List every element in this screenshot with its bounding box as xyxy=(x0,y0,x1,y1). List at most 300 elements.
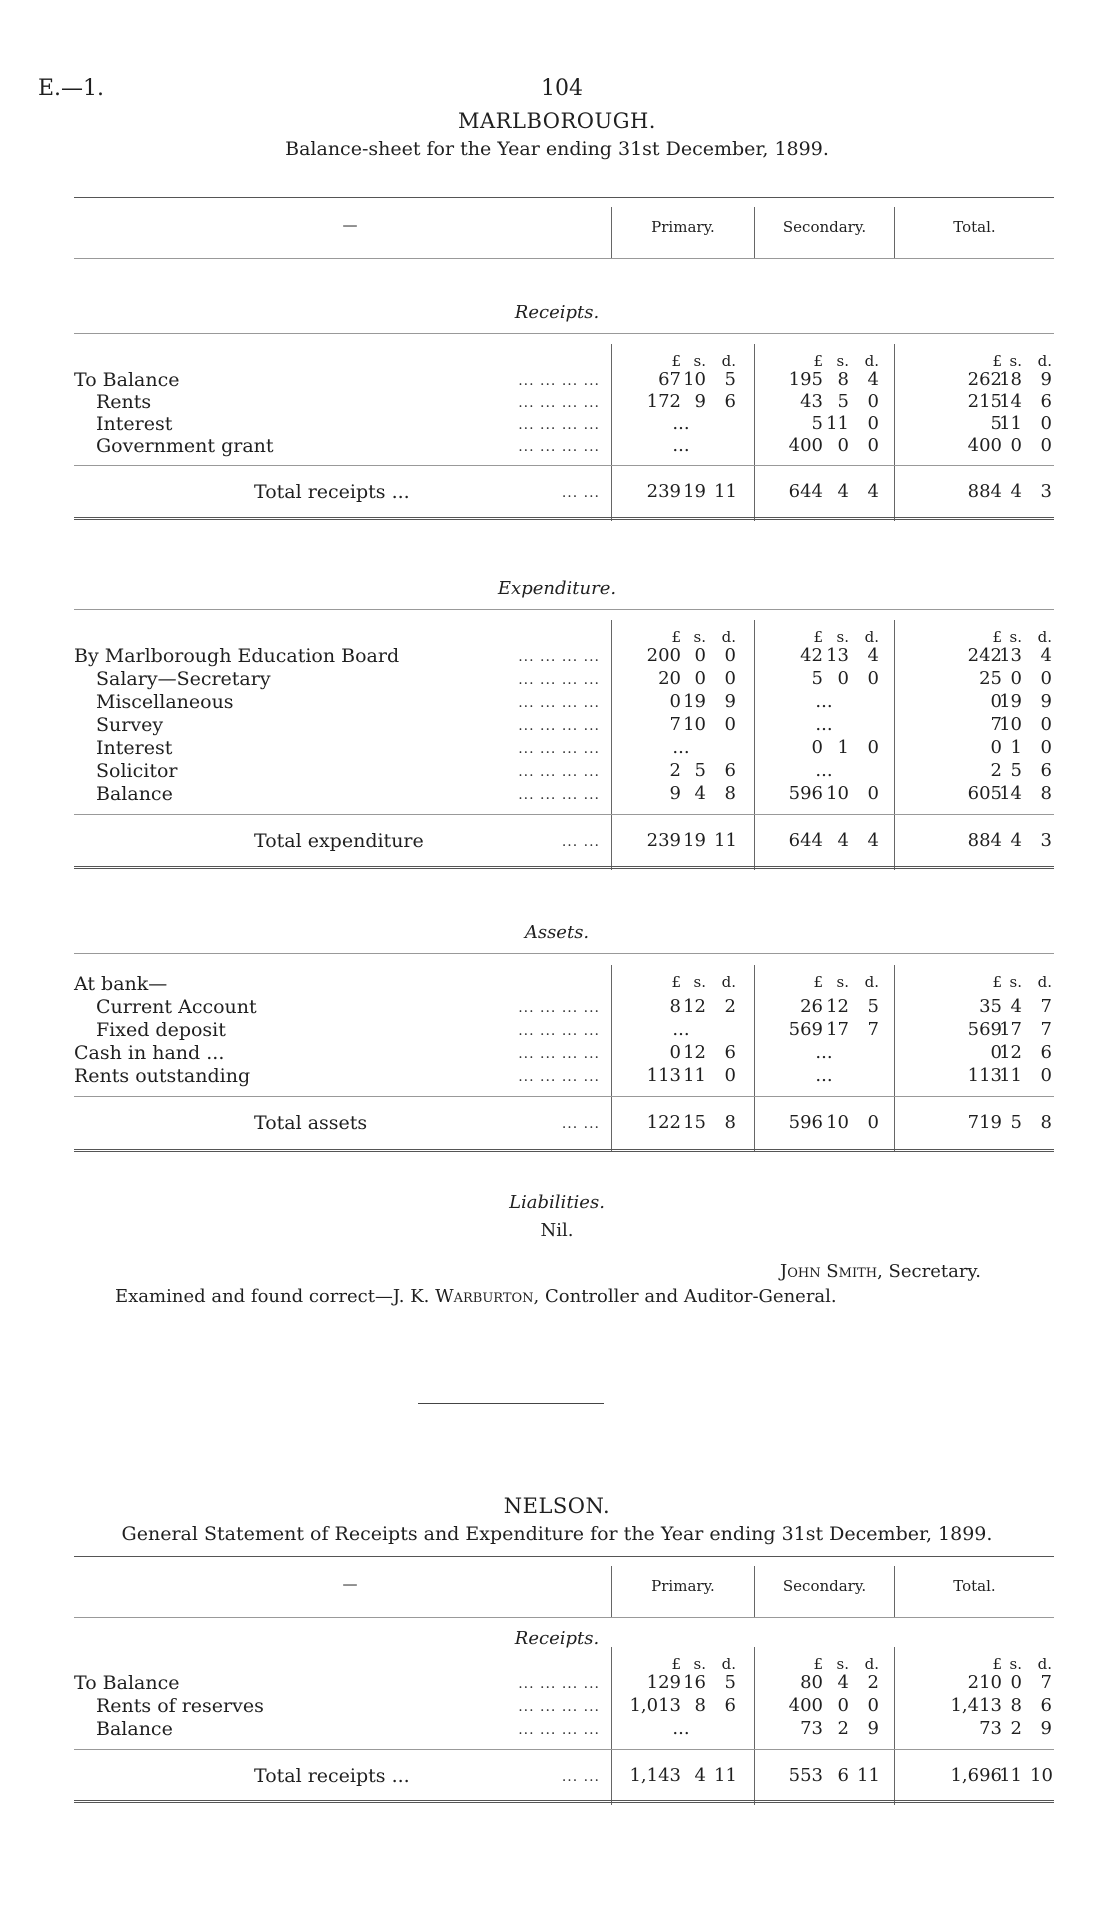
row-total-pounds: 0 xyxy=(990,737,1002,758)
row-secondary-pence: 0 xyxy=(867,435,879,456)
row-primary-pounds: 200 xyxy=(646,645,681,666)
row-secondary-shillings: 1 xyxy=(837,737,849,758)
row-total-pence: 0 xyxy=(1040,413,1052,434)
row-secondary-shillings: 8 xyxy=(837,369,849,390)
total-secondary-pence: 0 xyxy=(867,1112,879,1133)
row-primary-pence: 5 xyxy=(724,1672,736,1693)
header-bottom-rule xyxy=(74,1617,1054,1618)
leader-dots: ... ... ... ... xyxy=(518,1699,600,1715)
leader-dots: ... ... xyxy=(561,485,600,501)
unit-pence: d. xyxy=(1037,1655,1052,1673)
table-rule xyxy=(74,814,1054,815)
row-total-pounds: 400 xyxy=(967,435,1002,456)
total-total-shillings: 4 xyxy=(1010,481,1022,502)
row-label: Salary—Secretary xyxy=(96,668,271,690)
row-total-pence: 7 xyxy=(1040,996,1052,1017)
leader-dots: ... ... xyxy=(561,834,600,850)
examined-prefix: Examined and found correct—J. K. xyxy=(115,1286,436,1307)
row-total-pounds: 569 xyxy=(967,1019,1002,1040)
table-rule xyxy=(74,517,1054,520)
row-secondary-pounds: 596 xyxy=(788,783,823,804)
row-total-shillings: 11 xyxy=(999,413,1022,434)
leader-dots: ... ... ... ... xyxy=(518,373,600,389)
total-label: Total expenditure xyxy=(254,830,424,852)
row-total-pounds: 0 xyxy=(990,691,1002,712)
row-primary-pounds: 1,013 xyxy=(629,1695,681,1716)
row-primary-shillings: 11 xyxy=(683,1065,706,1086)
row-total-pounds: 73 xyxy=(979,1718,1002,1739)
row-total-pounds: 113 xyxy=(967,1065,1002,1086)
examined-note xyxy=(115,1286,837,1307)
row-primary-pounds: 129 xyxy=(646,1672,681,1693)
unit-pounds: £ xyxy=(671,628,681,646)
row-secondary-pence: 0 xyxy=(867,413,879,434)
row-primary-value: ... xyxy=(672,1718,690,1739)
row-primary-pence: 6 xyxy=(724,760,736,781)
row-secondary-pence: 4 xyxy=(867,369,879,390)
row-total-pence: 6 xyxy=(1040,760,1052,781)
row-total-pence: 0 xyxy=(1040,1065,1052,1086)
row-total-pence: 6 xyxy=(1040,1695,1052,1716)
row-secondary-shillings: 13 xyxy=(826,645,849,666)
row-primary-pounds: 8 xyxy=(669,996,681,1017)
marlborough-top-rule xyxy=(74,197,1054,198)
row-label: Cash in hand ... xyxy=(74,1042,225,1064)
row-label: Rents of reserves xyxy=(96,1695,264,1717)
row-secondary-pounds: 195 xyxy=(788,369,823,390)
row-label: Survey xyxy=(96,714,164,736)
unit-shillings: s. xyxy=(836,973,849,991)
row-total-shillings: 0 xyxy=(1010,668,1022,689)
row-total-pounds: 0 xyxy=(990,1042,1002,1063)
row-total-pence: 6 xyxy=(1040,391,1052,412)
examined-name: Warburton xyxy=(435,1286,534,1307)
assets-heading: Assets. xyxy=(524,922,590,943)
page-ref: E.—1. xyxy=(38,76,105,101)
row-total-shillings: 8 xyxy=(1010,1695,1022,1716)
table-rule xyxy=(74,1149,1054,1152)
row-total-pounds: 25 xyxy=(979,668,1002,689)
row-secondary-pence: 4 xyxy=(867,645,879,666)
total-total-pounds: 884 xyxy=(967,830,1002,851)
unit-shillings: s. xyxy=(1009,973,1022,991)
row-total-shillings: 13 xyxy=(999,645,1022,666)
total-total-shillings: 11 xyxy=(999,1765,1022,1786)
section-rule xyxy=(74,609,1054,610)
divider xyxy=(754,1647,755,1805)
row-total-shillings: 4 xyxy=(1010,996,1022,1017)
row-primary-shillings: 16 xyxy=(683,1672,706,1693)
row-primary-pence: 0 xyxy=(724,714,736,735)
row-total-pounds: 215 xyxy=(967,391,1002,412)
row-primary-shillings: 12 xyxy=(683,1042,706,1063)
unit-pence: d. xyxy=(864,352,879,370)
col-secondary: Secondary. xyxy=(782,1577,867,1595)
leader-dots: ... ... ... ... xyxy=(518,1023,600,1039)
row-primary-pence: 9 xyxy=(724,691,736,712)
row-total-pence: 7 xyxy=(1040,1019,1052,1040)
leader-dots: ... ... ... ... xyxy=(518,1676,600,1692)
row-total-pence: 8 xyxy=(1040,783,1052,804)
row-label: Rents outstanding xyxy=(74,1065,251,1087)
row-secondary-value: ... xyxy=(815,1065,833,1086)
row-secondary-shillings: 11 xyxy=(826,413,849,434)
divider xyxy=(611,344,612,521)
unit-shillings: s. xyxy=(836,628,849,646)
row-secondary-pounds: 26 xyxy=(800,996,823,1017)
section-rule xyxy=(74,953,1054,954)
row-primary-shillings: 0 xyxy=(694,645,706,666)
divider xyxy=(611,1647,612,1805)
leader-dots: ... ... ... ... xyxy=(518,1069,600,1085)
section-rule xyxy=(74,333,1054,334)
row-primary-pounds: 9 xyxy=(669,783,681,804)
unit-pence: d. xyxy=(721,352,736,370)
leader-dots: ... ... ... ... xyxy=(518,649,600,665)
unit-pence: d. xyxy=(1037,352,1052,370)
unit-pounds: £ xyxy=(671,352,681,370)
signature-role: , Secretary. xyxy=(877,1261,981,1282)
row-total-shillings: 19 xyxy=(999,691,1022,712)
row-secondary-pence: 0 xyxy=(867,391,879,412)
leader-dots: ... ... ... ... xyxy=(518,1046,600,1062)
marlborough-subtitle: Balance-sheet for the Year ending 31st December, 1899. xyxy=(285,138,829,160)
row-primary-shillings: 4 xyxy=(694,783,706,804)
row-secondary-shillings: 0 xyxy=(837,668,849,689)
row-secondary-pence: 0 xyxy=(867,668,879,689)
page-number: 104 xyxy=(541,76,583,101)
row-secondary-pence: 0 xyxy=(867,737,879,758)
leader-dots: ... ... ... ... xyxy=(518,1722,600,1738)
table-rule xyxy=(74,465,1054,466)
row-label: Solicitor xyxy=(96,760,178,782)
row-secondary-pounds: 400 xyxy=(788,1695,823,1716)
row-secondary-pounds: 5 xyxy=(811,668,823,689)
table-rule xyxy=(74,1096,1054,1097)
row-total-shillings: 14 xyxy=(999,783,1022,804)
total-secondary-pounds: 644 xyxy=(788,481,823,502)
total-secondary-shillings: 4 xyxy=(837,481,849,502)
row-primary-shillings: 9 xyxy=(694,391,706,412)
unit-pounds: £ xyxy=(671,1655,681,1673)
total-primary-shillings: 19 xyxy=(683,830,706,851)
row-total-shillings: 5 xyxy=(1010,760,1022,781)
row-secondary-pounds: 400 xyxy=(788,435,823,456)
row-label: At bank— xyxy=(74,973,168,995)
total-secondary-pence: 4 xyxy=(867,830,879,851)
total-total-pounds: 719 xyxy=(967,1112,1002,1133)
leader-dots: ... ... ... ... xyxy=(518,695,600,711)
row-total-shillings: 18 xyxy=(999,369,1022,390)
total-primary-pence: 8 xyxy=(724,1112,736,1133)
row-total-pence: 0 xyxy=(1040,714,1052,735)
unit-pounds: £ xyxy=(992,973,1002,991)
unit-pounds: £ xyxy=(992,1655,1002,1673)
row-primary-pounds: 113 xyxy=(646,1065,681,1086)
total-total-shillings: 4 xyxy=(1010,830,1022,851)
total-total-shillings: 5 xyxy=(1010,1112,1022,1133)
col-total: Total. xyxy=(953,1577,996,1595)
row-total-pence: 4 xyxy=(1040,645,1052,666)
row-total-shillings: 1 xyxy=(1010,737,1022,758)
divider xyxy=(611,965,612,1152)
row-label: To Balance xyxy=(74,1672,180,1694)
unit-pounds: £ xyxy=(992,628,1002,646)
nelson-subtitle: General Statement of Receipts and Expenditure for the Year ending 31st December, 1899. xyxy=(121,1523,993,1545)
unit-pence: d. xyxy=(1037,628,1052,646)
liabilities-value: Nil. xyxy=(540,1220,574,1241)
row-total-pence: 9 xyxy=(1040,1718,1052,1739)
row-secondary-pence: 9 xyxy=(867,1718,879,1739)
row-secondary-shillings: 0 xyxy=(837,1695,849,1716)
row-secondary-shillings: 2 xyxy=(837,1718,849,1739)
leader-dots: ... ... ... ... xyxy=(518,1000,600,1016)
receipts-heading: Receipts. xyxy=(514,302,600,323)
nelson-receipts-heading: Receipts. xyxy=(514,1628,600,1649)
leader-dots: ... ... ... ... xyxy=(518,787,600,803)
row-primary-pounds: 2 xyxy=(669,760,681,781)
row-total-pence: 7 xyxy=(1040,1672,1052,1693)
row-total-pence: 0 xyxy=(1040,737,1052,758)
row-primary-pounds: 0 xyxy=(669,1042,681,1063)
total-total-pence: 8 xyxy=(1040,1112,1052,1133)
total-total-pounds: 884 xyxy=(967,481,1002,502)
divider xyxy=(894,965,895,1152)
total-label: Total assets xyxy=(254,1112,368,1134)
row-secondary-pence: 7 xyxy=(867,1019,879,1040)
row-primary-pence: 0 xyxy=(724,645,736,666)
row-primary-value: ... xyxy=(672,413,690,434)
row-primary-pounds: 67 xyxy=(658,369,681,390)
row-primary-pence: 8 xyxy=(724,783,736,804)
total-primary-pounds: 122 xyxy=(646,1112,681,1133)
leader-dots: ... ... ... ... xyxy=(518,395,600,411)
unit-shillings: s. xyxy=(693,1655,706,1673)
row-primary-pounds: 0 xyxy=(669,691,681,712)
leader-dots: ... ... ... ... xyxy=(518,672,600,688)
nelson-top-rule xyxy=(74,1556,1054,1557)
row-total-shillings: 2 xyxy=(1010,1718,1022,1739)
row-label: Government grant xyxy=(96,435,274,457)
row-secondary-shillings: 17 xyxy=(826,1019,849,1040)
row-primary-pounds: 20 xyxy=(658,668,681,689)
signature-name: John Smith xyxy=(780,1261,878,1282)
row-label: Interest xyxy=(96,413,173,435)
total-primary-pence: 11 xyxy=(714,1765,737,1786)
unit-shillings: s. xyxy=(693,973,706,991)
unit-shillings: s. xyxy=(1009,628,1022,646)
row-primary-pounds: 172 xyxy=(646,391,681,412)
col-secondary: Secondary. xyxy=(782,218,867,236)
unit-pence: d. xyxy=(864,628,879,646)
total-label: Total receipts ... xyxy=(254,481,410,503)
unit-shillings: s. xyxy=(836,352,849,370)
unit-shillings: s. xyxy=(693,628,706,646)
total-primary-pence: 11 xyxy=(714,481,737,502)
unit-pounds: £ xyxy=(813,352,823,370)
row-label: Balance xyxy=(96,1718,173,1740)
total-secondary-pounds: 553 xyxy=(788,1765,823,1786)
unit-pence: d. xyxy=(721,628,736,646)
row-total-shillings: 0 xyxy=(1010,435,1022,456)
total-primary-shillings: 19 xyxy=(683,481,706,502)
row-total-pence: 0 xyxy=(1040,668,1052,689)
row-primary-shillings: 0 xyxy=(694,668,706,689)
row-label: Fixed deposit xyxy=(96,1019,226,1041)
unit-pence: d. xyxy=(721,973,736,991)
row-total-shillings: 17 xyxy=(999,1019,1022,1040)
row-secondary-pounds: 5 xyxy=(811,413,823,434)
leader-dots: ... ... ... ... xyxy=(518,764,600,780)
divider xyxy=(611,620,612,870)
row-total-pence: 6 xyxy=(1040,1042,1052,1063)
total-primary-pence: 11 xyxy=(714,830,737,851)
row-total-pounds: 2 xyxy=(990,760,1002,781)
row-total-shillings: 10 xyxy=(999,714,1022,735)
total-total-pence: 3 xyxy=(1040,481,1052,502)
total-secondary-pounds: 596 xyxy=(788,1112,823,1133)
row-secondary-pence: 0 xyxy=(867,783,879,804)
row-total-shillings: 11 xyxy=(999,1065,1022,1086)
total-secondary-pence: 4 xyxy=(867,481,879,502)
row-secondary-pounds: 42 xyxy=(800,645,823,666)
unit-shillings: s. xyxy=(836,1655,849,1673)
unit-pounds: £ xyxy=(671,973,681,991)
total-secondary-shillings: 4 xyxy=(837,830,849,851)
total-secondary-pence: 11 xyxy=(857,1765,880,1786)
row-secondary-shillings: 5 xyxy=(837,391,849,412)
row-total-pounds: 605 xyxy=(967,783,1002,804)
col-primary: Primary. xyxy=(651,1577,715,1595)
signature xyxy=(780,1261,981,1282)
row-label: Interest xyxy=(96,737,173,759)
row-label: By Marlborough Education Board xyxy=(74,645,400,667)
row-label: Current Account xyxy=(96,996,257,1018)
unit-shillings: s. xyxy=(1009,352,1022,370)
row-total-pounds: 35 xyxy=(979,996,1002,1017)
section-separator xyxy=(418,1403,604,1404)
row-secondary-value: ... xyxy=(815,760,833,781)
row-secondary-shillings: 0 xyxy=(837,435,849,456)
row-secondary-value: ... xyxy=(815,691,833,712)
liabilities-heading: Liabilities. xyxy=(509,1192,605,1213)
total-label: Total receipts ... xyxy=(254,1765,410,1787)
row-secondary-pence: 2 xyxy=(867,1672,879,1693)
examined-suffix: , Controller and Auditor-General. xyxy=(533,1286,837,1307)
unit-pounds: £ xyxy=(992,352,1002,370)
leader-dots: ... ... ... ... xyxy=(518,741,600,757)
row-primary-shillings: 12 xyxy=(683,996,706,1017)
divider xyxy=(754,344,755,521)
total-primary-shillings: 15 xyxy=(683,1112,706,1133)
row-primary-pence: 6 xyxy=(724,1695,736,1716)
row-secondary-pounds: 0 xyxy=(811,737,823,758)
row-secondary-shillings: 12 xyxy=(826,996,849,1017)
row-total-pence: 9 xyxy=(1040,369,1052,390)
unit-shillings: s. xyxy=(1009,1655,1022,1673)
row-label: Rents xyxy=(96,391,152,413)
row-total-shillings: 14 xyxy=(999,391,1022,412)
total-primary-pounds: 239 xyxy=(646,830,681,851)
row-primary-shillings: 10 xyxy=(683,369,706,390)
row-primary-pence: 5 xyxy=(724,369,736,390)
unit-pence: d. xyxy=(864,973,879,991)
table-rule xyxy=(74,1800,1054,1803)
total-primary-shillings: 4 xyxy=(694,1765,706,1786)
total-total-pence: 3 xyxy=(1040,830,1052,851)
row-primary-pence: 2 xyxy=(724,996,736,1017)
unit-pence: d. xyxy=(864,1655,879,1673)
leader-dots: ... ... ... ... xyxy=(518,417,600,433)
total-total-pence: 10 xyxy=(1030,1765,1053,1786)
unit-pounds: £ xyxy=(813,628,823,646)
row-secondary-value: ... xyxy=(815,1042,833,1063)
row-label: Miscellaneous xyxy=(96,691,234,713)
divider xyxy=(754,620,755,870)
row-primary-pence: 6 xyxy=(724,1042,736,1063)
row-total-pounds: 5 xyxy=(990,413,1002,434)
unit-pounds: £ xyxy=(813,1655,823,1673)
row-secondary-shillings: 10 xyxy=(826,783,849,804)
row-primary-value: ... xyxy=(672,1019,690,1040)
row-primary-value: ... xyxy=(672,435,690,456)
row-primary-pounds: 7 xyxy=(669,714,681,735)
header-bottom-rule xyxy=(74,258,1054,259)
col-blank: — xyxy=(342,1575,358,1593)
row-primary-shillings: 10 xyxy=(683,714,706,735)
row-primary-shillings: 8 xyxy=(694,1695,706,1716)
row-secondary-shillings: 4 xyxy=(837,1672,849,1693)
divider xyxy=(894,344,895,521)
row-secondary-pounds: 43 xyxy=(800,391,823,412)
col-primary: Primary. xyxy=(651,218,715,236)
row-label: To Balance xyxy=(74,369,180,391)
table-rule xyxy=(74,1749,1054,1750)
divider xyxy=(894,620,895,870)
table-rule xyxy=(74,866,1054,869)
row-total-pounds: 242 xyxy=(967,645,1002,666)
row-total-shillings: 0 xyxy=(1010,1672,1022,1693)
row-total-pounds: 7 xyxy=(990,714,1002,735)
expenditure-heading: Expenditure. xyxy=(497,578,617,599)
row-primary-shillings: 5 xyxy=(694,760,706,781)
nelson-title: NELSON. xyxy=(503,1494,611,1518)
row-total-pounds: 210 xyxy=(967,1672,1002,1693)
col-blank: — xyxy=(342,216,358,234)
row-secondary-pounds: 73 xyxy=(800,1718,823,1739)
row-secondary-value: ... xyxy=(815,714,833,735)
total-primary-pounds: 239 xyxy=(646,481,681,502)
total-secondary-shillings: 6 xyxy=(837,1765,849,1786)
total-secondary-pounds: 644 xyxy=(788,830,823,851)
unit-pence: d. xyxy=(721,1655,736,1673)
row-primary-pence: 6 xyxy=(724,391,736,412)
row-primary-pence: 0 xyxy=(724,1065,736,1086)
row-secondary-pence: 5 xyxy=(867,996,879,1017)
unit-shillings: s. xyxy=(693,352,706,370)
marlborough-title: MARLBOROUGH. xyxy=(458,109,656,133)
row-total-shillings: 12 xyxy=(999,1042,1022,1063)
row-label: Balance xyxy=(96,783,173,805)
total-secondary-shillings: 10 xyxy=(826,1112,849,1133)
unit-pence: d. xyxy=(1037,973,1052,991)
row-total-pounds: 262 xyxy=(967,369,1002,390)
row-secondary-pence: 0 xyxy=(867,1695,879,1716)
row-secondary-pounds: 569 xyxy=(788,1019,823,1040)
leader-dots: ... ... ... ... xyxy=(518,439,600,455)
divider xyxy=(894,1647,895,1805)
row-total-pence: 0 xyxy=(1040,435,1052,456)
